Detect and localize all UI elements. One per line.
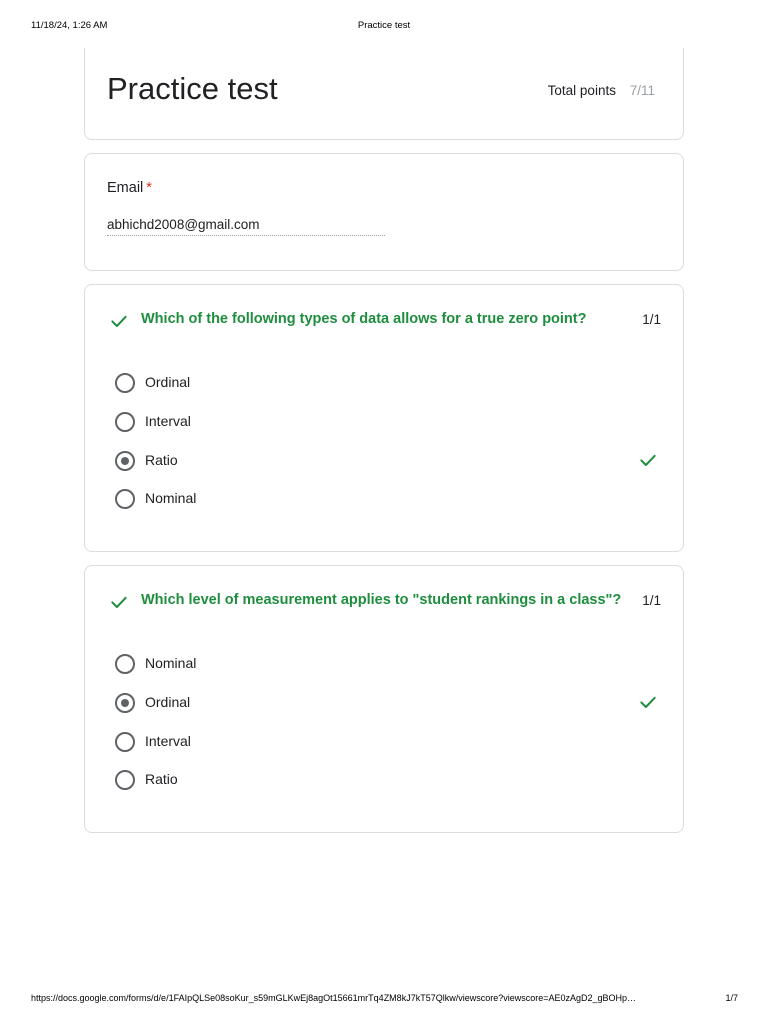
option-label: Nominal bbox=[145, 655, 197, 671]
question-header bbox=[109, 589, 661, 613]
option-ordinal[interactable] bbox=[115, 371, 660, 395]
question-score: 1/1 bbox=[642, 593, 661, 608]
email-label bbox=[107, 180, 152, 196]
radio-button[interactable] bbox=[115, 732, 135, 752]
option-ratio[interactable] bbox=[115, 768, 660, 792]
option-nominal[interactable] bbox=[115, 652, 660, 676]
form-header-card bbox=[84, 48, 684, 140]
page-title: Practice test bbox=[107, 71, 278, 106]
correct-check-icon bbox=[638, 692, 658, 712]
total-points-value: 7/11 bbox=[629, 83, 655, 98]
correct-check-icon bbox=[638, 450, 658, 470]
option-interval[interactable] bbox=[115, 410, 660, 434]
question-header bbox=[109, 308, 661, 332]
option-label: Nominal bbox=[145, 490, 197, 506]
option-nominal[interactable] bbox=[115, 487, 660, 511]
question-text: Which level of measurement applies to "student rankings in a class"? bbox=[141, 592, 622, 608]
total-points-label: Total points bbox=[547, 83, 616, 98]
print-date: 11/18/24, 1:26 AM bbox=[31, 20, 108, 31]
question-card-2 bbox=[84, 565, 684, 833]
option-ordinal[interactable] bbox=[115, 691, 660, 715]
radio-button[interactable] bbox=[115, 373, 135, 393]
radio-button[interactable] bbox=[115, 412, 135, 432]
option-label: Ratio bbox=[145, 771, 178, 787]
email-card bbox=[84, 153, 684, 271]
radio-button[interactable] bbox=[115, 770, 135, 790]
page-url: https://docs.google.com/forms/d/e/1FAIpQLSe08soKur_s59mGLKwEj8agOt15661mrTq4ZM8kJ7kT57Qlkw/viewscore?viewscore=AE0zAgD2_gBOHp… bbox=[31, 993, 637, 1003]
option-label: Ordinal bbox=[145, 694, 191, 710]
question-text: Which of the following types of data allows for a true zero point? bbox=[141, 311, 587, 327]
total-points bbox=[548, 83, 655, 98]
required-asterisk: * bbox=[146, 180, 152, 196]
option-ratio[interactable] bbox=[115, 449, 660, 473]
option-label: Ordinal bbox=[145, 374, 191, 390]
question-card-1 bbox=[84, 284, 684, 552]
option-label: Interval bbox=[145, 413, 191, 429]
print-footer bbox=[0, 993, 768, 1007]
option-label: Interval bbox=[145, 733, 191, 749]
print-title: Practice test bbox=[357, 20, 411, 31]
email-label-text: Email bbox=[107, 180, 144, 196]
check-icon bbox=[109, 311, 129, 331]
option-interval[interactable] bbox=[115, 730, 660, 754]
email-field: abhichd2008@gmail.com bbox=[107, 217, 385, 236]
radio-button-selected[interactable] bbox=[115, 693, 135, 713]
print-header bbox=[0, 20, 768, 34]
option-label: Ratio bbox=[145, 452, 178, 468]
check-icon bbox=[109, 592, 129, 612]
radio-button[interactable] bbox=[115, 654, 135, 674]
page-number: 1/7 bbox=[725, 993, 738, 1003]
radio-button-selected[interactable] bbox=[115, 451, 135, 471]
radio-button[interactable] bbox=[115, 489, 135, 509]
question-score: 1/1 bbox=[642, 312, 661, 327]
